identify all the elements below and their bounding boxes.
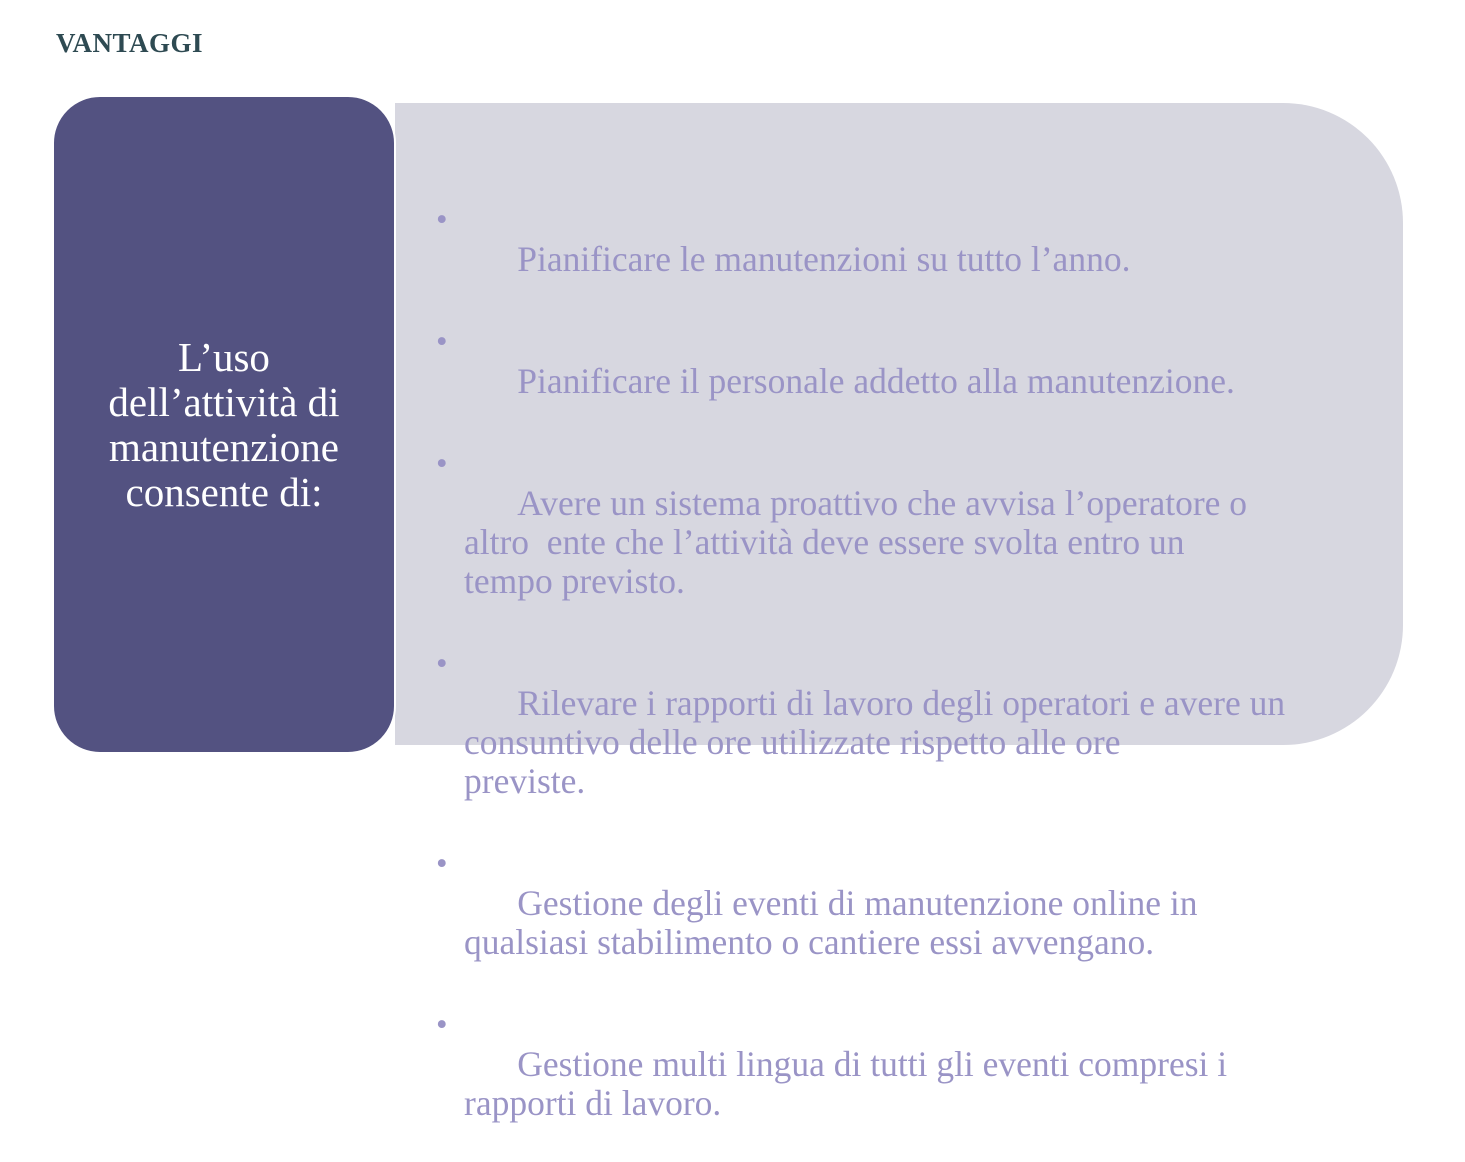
list-item (435, 323, 1363, 440)
advantages-list (435, 201, 1363, 1162)
bullet-icon: • (436, 646, 448, 682)
bullet-icon: • (436, 324, 448, 360)
bullet-icon: • (436, 202, 448, 238)
list-item-text: Gestione multi lingua di tutti gli eventi compresi i rapporti di lavoro. (464, 1044, 1228, 1123)
list-item-text: Pianificare le manutenzioni su tutto l’anno. (517, 239, 1131, 279)
list-item-text: Gestione degli eventi di manutenzione online in qualsiasi stabilimento o cantiere essi avvengano. (464, 883, 1198, 962)
intro-line: consente di: (125, 468, 323, 515)
list-item (435, 445, 1363, 640)
list-item (435, 1006, 1363, 1162)
list-item (435, 201, 1363, 318)
list-item-text: Pianificare il personale addetto alla manutenzione. (517, 361, 1235, 401)
bullet-icon: • (436, 446, 448, 482)
list-item (435, 845, 1363, 1001)
bullet-icon: • (436, 1007, 448, 1043)
intro-line: manutenzione (109, 423, 339, 470)
list-item-text: Avere un sistema proattivo che avvisa l’operatore o altro ente che l’attività deve essere svolta entro un tempo previsto. (464, 483, 1248, 601)
intro-card (52, 95, 396, 754)
bullet-icon: • (436, 846, 448, 882)
intro-line: dell’attività di (108, 378, 340, 425)
list-item (435, 645, 1363, 840)
intro-line: L’uso (178, 333, 270, 380)
intro-card-text (54, 335, 394, 515)
list-item-text: Rilevare i rapporti di lavoro degli operatori e avere un consuntivo delle ore utilizzate rispetto alle ore previste. (464, 683, 1286, 801)
slide-title: VANTAGGI (56, 28, 204, 58)
content-panel (395, 103, 1403, 1123)
